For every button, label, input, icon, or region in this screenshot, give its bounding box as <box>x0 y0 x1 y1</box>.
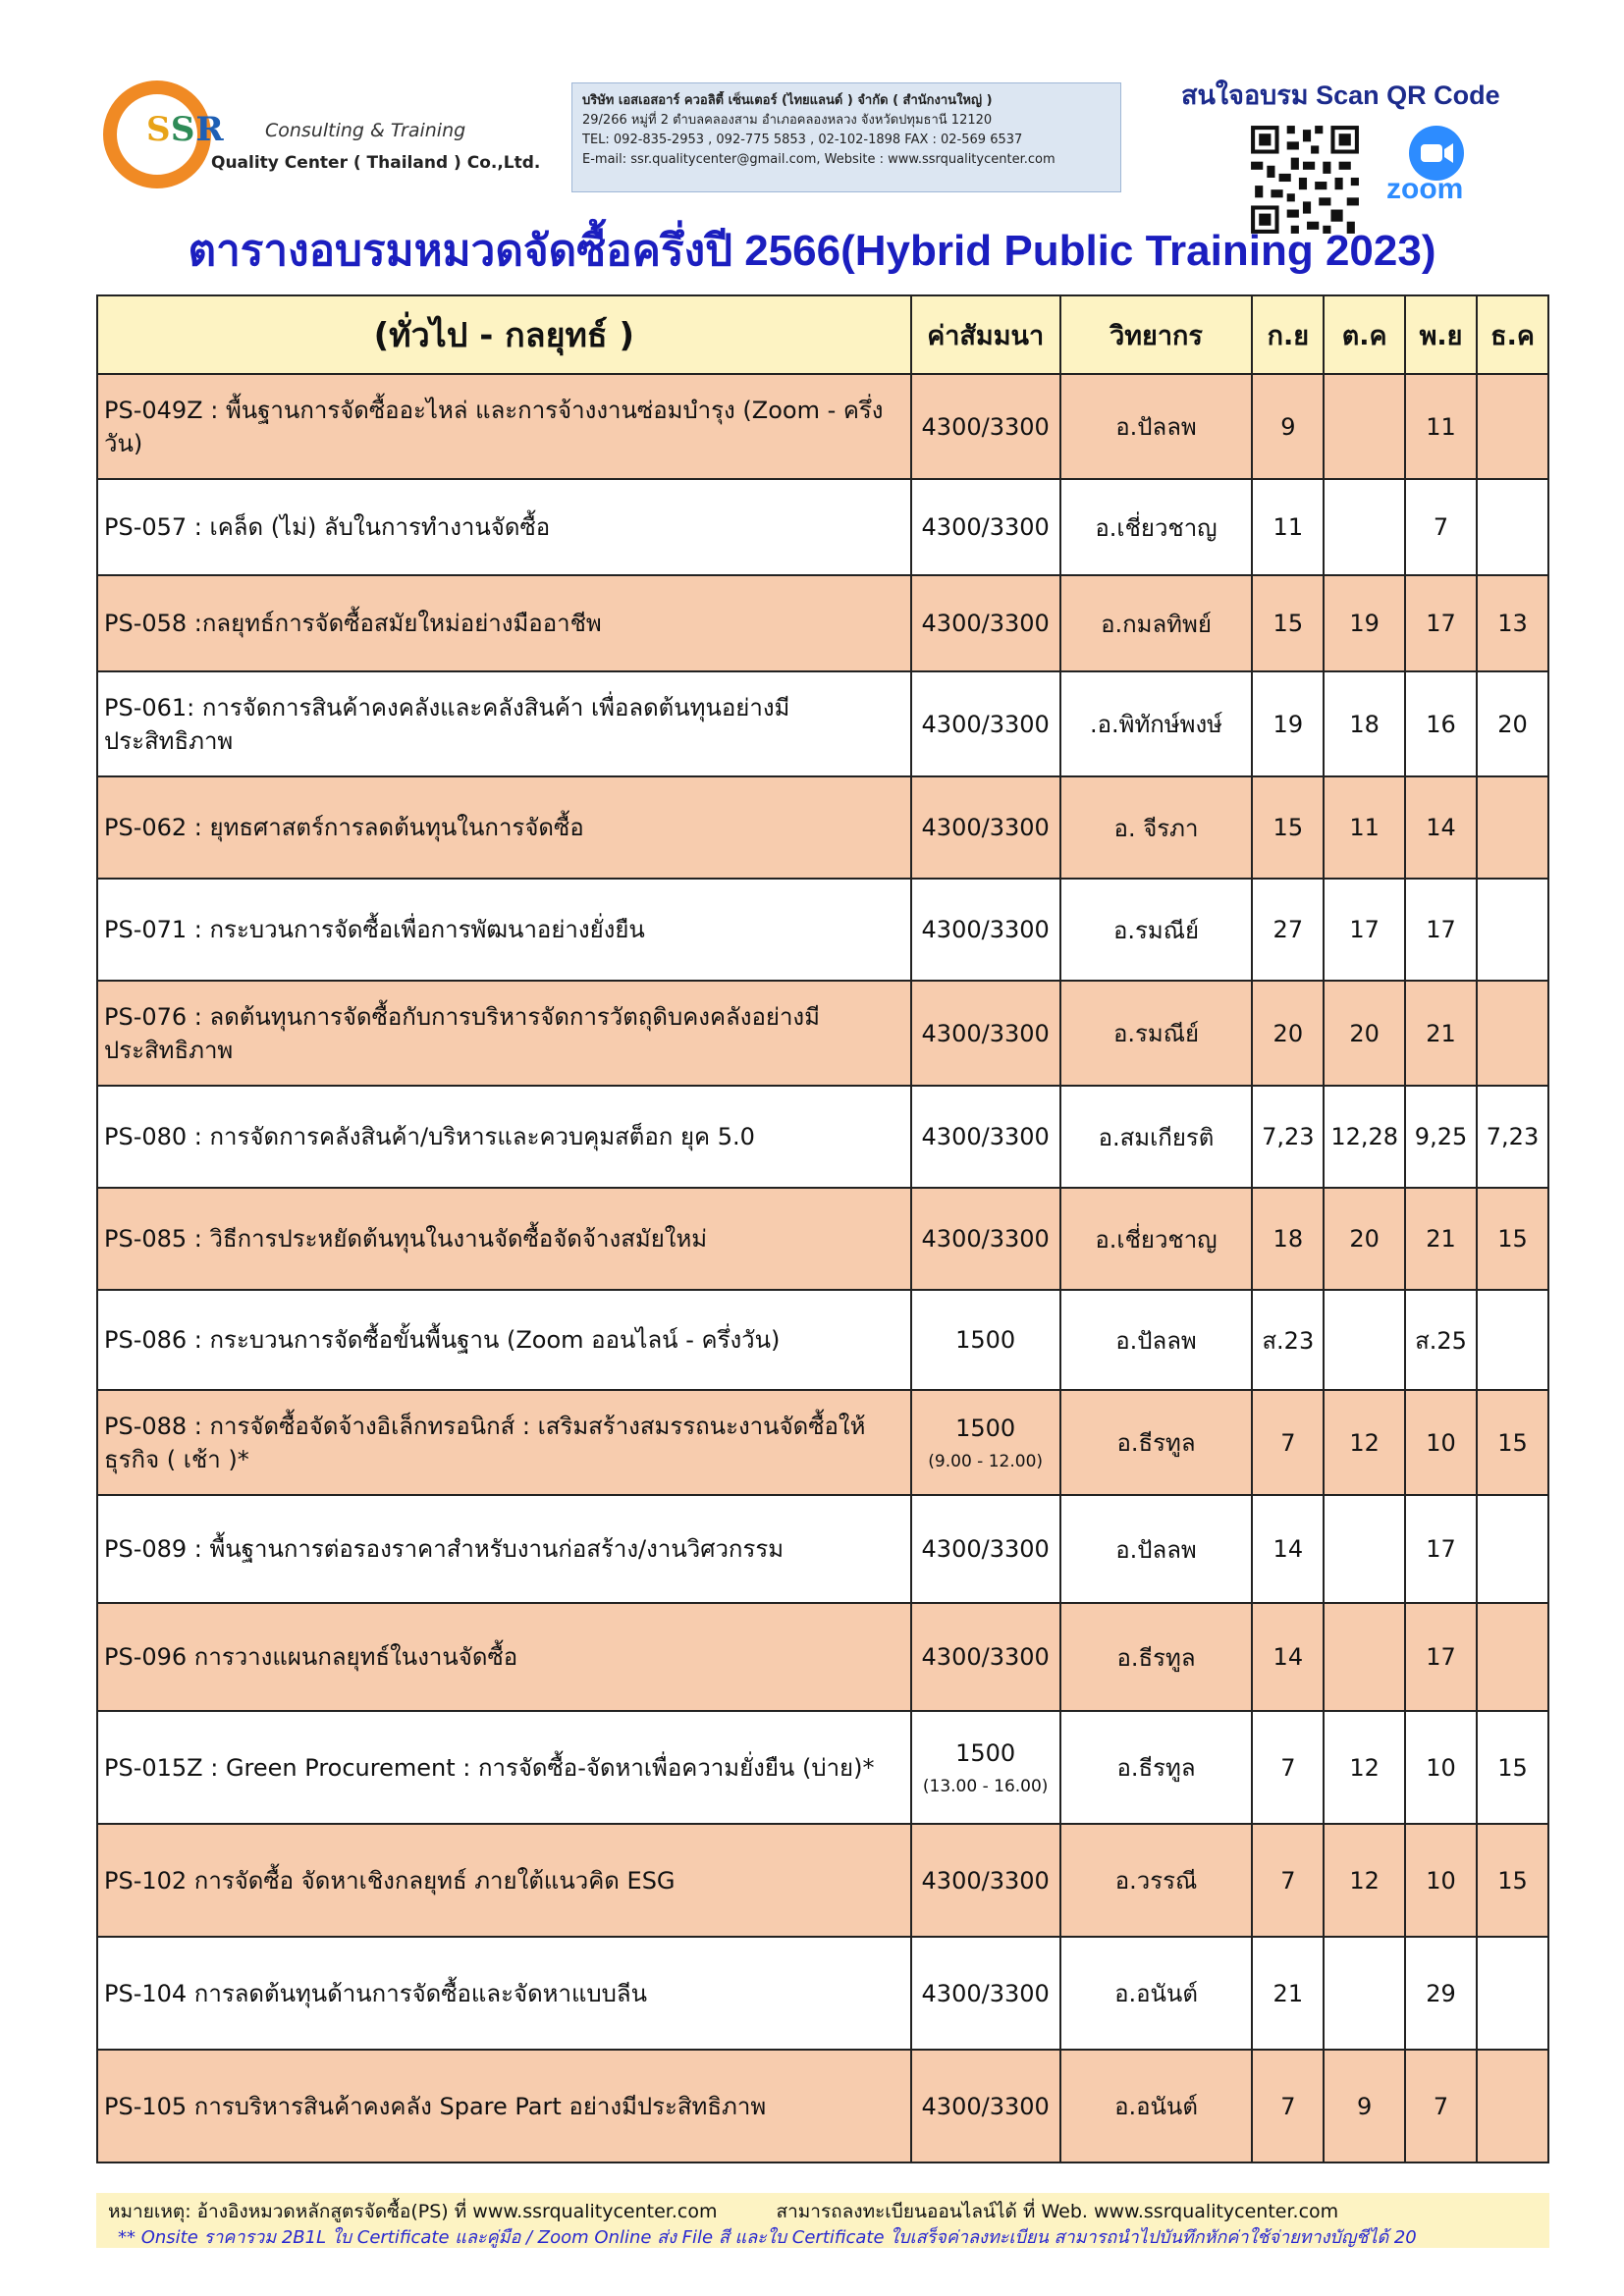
course-cell: PS-088 : การจัดซื้อจัดจ้างอิเล็กทรอนิกส์ : เสริมสร้างสมรรถนะงานจัดซื้อให้ธุรกิจ ( เช้า )* <box>97 1390 911 1495</box>
date-cell-dec: 15 <box>1477 1390 1548 1495</box>
table-row <box>97 479 1548 575</box>
date-cell-dec <box>1477 981 1548 1086</box>
date-cell-oct: 12 <box>1324 1824 1405 1937</box>
footer-note-right: สามารถลงทะเบียนออนไลน์ได้ ที่ Web. www.ssrqualitycenter.com <box>776 2201 1339 2222</box>
trainer-cell: อ.ปัลลพ <box>1060 374 1253 479</box>
fee-cell <box>911 2050 1060 2163</box>
fee-value: 4300/3300 <box>921 1643 1050 1671</box>
trainer-cell: อ.วรรณี <box>1060 1824 1253 1937</box>
page-title: ตารางอบรมหมวดจัดซื้อครึ่งปี 2566(Hybrid Public Training 2023) <box>188 227 1436 275</box>
trainer-cell: อ.เชี่ยวชาญ <box>1060 479 1253 575</box>
date-cell-sep: 7,23 <box>1252 1086 1324 1188</box>
course-cell: PS-058 :กลยุทธ์การจัดซื้อสมัยใหม่อย่างมืออาชีพ <box>97 575 911 671</box>
date-cell-nov: 7 <box>1405 479 1477 575</box>
logo-company-name: Quality Center ( Thailand ) Co.,Ltd. <box>211 153 541 173</box>
course-cell: PS-096 การวางแผนกลยุทธ์ในงานจัดซื้อ <box>97 1603 911 1711</box>
schedule-table <box>96 294 1549 2163</box>
date-cell-nov: 14 <box>1405 776 1477 879</box>
date-cell-dec <box>1477 879 1548 981</box>
fee-cell <box>911 1290 1060 1390</box>
date-cell-nov: 17 <box>1405 575 1477 671</box>
fee-cell <box>911 1824 1060 1937</box>
fee-value: 1500 <box>955 1326 1016 1354</box>
header-oct: ต.ค <box>1324 295 1405 374</box>
trainer-cell: อ.อนันต์ <box>1060 2050 1253 2163</box>
date-cell-dec <box>1477 1290 1548 1390</box>
date-cell-dec: 7,23 <box>1477 1086 1548 1188</box>
date-cell-nov: 29 <box>1405 1937 1477 2050</box>
date-cell-nov: 7 <box>1405 2050 1477 2163</box>
company-address: 29/266 หมู่ที่ 2 ตำบลคลองสาม อำเภอคลองหลวง จังหวัดปทุมธานี 12120 <box>582 113 993 128</box>
date-cell-oct: 18 <box>1324 671 1405 776</box>
fee-time-note: (13.00 - 16.00) <box>922 1776 1049 1796</box>
course-cell: PS-085 : วิธีการประหยัดต้นทุนในงานจัดซื้อจัดจ้างสมัยใหม่ <box>97 1188 911 1290</box>
table-header-row <box>97 295 1548 374</box>
date-cell-nov: 17 <box>1405 879 1477 981</box>
trainer-cell: อ. จีรภา <box>1060 776 1253 879</box>
date-cell-nov: 16 <box>1405 671 1477 776</box>
table-row <box>97 671 1548 776</box>
date-cell-nov: 10 <box>1405 1390 1477 1495</box>
trainer-cell: อ.ปัลลพ <box>1060 1290 1253 1390</box>
date-cell-oct <box>1324 1937 1405 2050</box>
fee-cell <box>911 1937 1060 2050</box>
course-cell: PS-061: การจัดการสินค้าคงคลังและคลังสินค้า เพื่อลดต้นทุนอย่างมีประสิทธิภาพ <box>97 671 911 776</box>
trainer-cell: อ.ปัลลพ <box>1060 1495 1253 1603</box>
date-cell-oct: 20 <box>1324 981 1405 1086</box>
fee-value: 1500 <box>955 1738 1016 1767</box>
date-cell-oct <box>1324 1495 1405 1603</box>
course-cell: PS-049Z : พื้นฐานการจัดซื้ออะไหล่ และการจ้างงานซ่อมบำรุง (Zoom - ครึ่งวัน) <box>97 374 911 479</box>
fee-cell <box>911 575 1060 671</box>
date-cell-sep: 7 <box>1252 1390 1324 1495</box>
date-cell-nov: 10 <box>1405 1824 1477 1937</box>
fee-value: 4300/3300 <box>921 1225 1050 1253</box>
course-cell: PS-057 : เคล็ด (ไม่) ลับในการทำงานจัดซื้อ <box>97 479 911 575</box>
course-cell: PS-105 การบริหารสินค้าคงคลัง Spare Part อย่างมีประสิทธิภาพ <box>97 2050 911 2163</box>
trainer-cell: อ.ธีรทูล <box>1060 1390 1253 1495</box>
date-cell-oct: 17 <box>1324 879 1405 981</box>
date-cell-oct: 20 <box>1324 1188 1405 1290</box>
footer-note-left: หมายเหตุ: อ้างอิงหมวดหลักสูตรจัดซื้อ(PS) ที่ www.ssrqualitycenter.com <box>108 2201 718 2222</box>
date-cell-nov: 21 <box>1405 981 1477 1086</box>
footer-line-2: ** Onsite ราคารวม 2B1L ใบ Certificate และคู่มือ / Zoom Online ส่ง File สี และใบ Certificate ใบเสร็จค่าลงทะเบียน สามารถนำไปบันทึกหักค่าใช้จ่ายทางบัญชีได้ 20 <box>118 2227 1417 2248</box>
company-name-th: บริษัท เอสเอสอาร์ ควอลิตี้ เซ็นเตอร์ (ไทยแลนด์ ) จำกัด ( สำนักงานใหญ่ ) <box>582 93 993 108</box>
table-row <box>97 1390 1548 1495</box>
table-row <box>97 1086 1548 1188</box>
footer-notes <box>96 2193 1549 2248</box>
header-fee: ค่าสัมมนา <box>911 295 1060 374</box>
table-row <box>97 1188 1548 1290</box>
date-cell-oct <box>1324 374 1405 479</box>
date-cell-sep: 21 <box>1252 1937 1324 2050</box>
table-row <box>97 2050 1548 2163</box>
trainer-cell: อ.เชี่ยวชาญ <box>1060 1188 1253 1290</box>
date-cell-nov: 11 <box>1405 374 1477 479</box>
course-cell: PS-089 : พื้นฐานการต่อรองราคาสำหรับงานก่อสร้าง/งานวิศวกรรม <box>97 1495 911 1603</box>
date-cell-oct: 12,28 <box>1324 1086 1405 1188</box>
fee-cell <box>911 1086 1060 1188</box>
date-cell-nov: ส.25 <box>1405 1290 1477 1390</box>
date-cell-oct <box>1324 1290 1405 1390</box>
date-cell-sep: 15 <box>1252 776 1324 879</box>
zoom-label: zoom <box>1386 173 1464 205</box>
date-cell-dec: 15 <box>1477 1824 1548 1937</box>
header-dec: ธ.ค <box>1477 295 1548 374</box>
company-info-box <box>571 82 1121 192</box>
header-nov: พ.ย <box>1405 295 1477 374</box>
date-cell-dec: 20 <box>1477 671 1548 776</box>
date-cell-oct: 11 <box>1324 776 1405 879</box>
company-contact: E-mail: ssr.qualitycenter@gmail.com, Website : www.ssrqualitycenter.com <box>582 152 1056 167</box>
date-cell-nov: 21 <box>1405 1188 1477 1290</box>
fee-value: 4300/3300 <box>921 814 1050 841</box>
date-cell-sep: 19 <box>1252 671 1324 776</box>
date-cell-sep: 11 <box>1252 479 1324 575</box>
fee-value: 4300/3300 <box>921 412 1050 441</box>
course-cell: PS-086 : กระบวนการจัดซื้อขั้นพื้นฐาน (Zoom ออนไลน์ - ครึ่งวัน) <box>97 1290 911 1390</box>
date-cell-nov: 17 <box>1405 1495 1477 1603</box>
fee-value: 1500 <box>955 1414 1016 1442</box>
table-row <box>97 1824 1548 1937</box>
table-row <box>97 575 1548 671</box>
company-phone: TEL: 092-835-2953 , 092-775 5853 , 02-102-1898 FAX : 02-569 6537 <box>582 133 1023 147</box>
trainer-cell: อ.สมเกียรติ <box>1060 1086 1253 1188</box>
fee-value: 4300/3300 <box>921 513 1050 541</box>
date-cell-sep: 27 <box>1252 879 1324 981</box>
fee-value: 4300/3300 <box>921 2092 1050 2120</box>
fee-cell <box>911 374 1060 479</box>
header-category: (ทั่วไป - กลยุทธ์ ) <box>97 295 911 374</box>
fee-value: 4300/3300 <box>921 1866 1050 1895</box>
trainer-cell: อ.ธีรทูล <box>1060 1603 1253 1711</box>
fee-cell <box>911 671 1060 776</box>
fee-value: 4300/3300 <box>921 916 1050 943</box>
date-cell-sep: 7 <box>1252 1711 1324 1824</box>
fee-value: 4300/3300 <box>921 1019 1050 1047</box>
date-cell-sep: ส.23 <box>1252 1290 1324 1390</box>
date-cell-oct: 12 <box>1324 1711 1405 1824</box>
date-cell-dec <box>1477 2050 1548 2163</box>
fee-time-note: (9.00 - 12.00) <box>928 1451 1044 1471</box>
course-cell: PS-015Z : Green Procurement : การจัดซื้อ-จัดหาเพื่อความยั่งยืน (บ่าย)* <box>97 1711 911 1824</box>
course-cell: PS-062 : ยุทธศาสตร์การลดต้นทุนในการจัดซื้อ <box>97 776 911 879</box>
date-cell-dec <box>1477 776 1548 879</box>
date-cell-oct: 12 <box>1324 1390 1405 1495</box>
table-row <box>97 776 1548 879</box>
date-cell-oct: 9 <box>1324 2050 1405 2163</box>
date-cell-sep: 20 <box>1252 981 1324 1086</box>
fee-cell <box>911 1603 1060 1711</box>
date-cell-dec: 15 <box>1477 1188 1548 1290</box>
table-row <box>97 1495 1548 1603</box>
fee-value: 4300/3300 <box>921 1123 1050 1150</box>
date-cell-sep: 15 <box>1252 575 1324 671</box>
date-cell-nov: 10 <box>1405 1711 1477 1824</box>
logo-tagline: Consulting & Training <box>265 120 466 141</box>
date-cell-dec: 13 <box>1477 575 1548 671</box>
table-row <box>97 1603 1548 1711</box>
company-logo <box>103 80 565 188</box>
fee-cell <box>911 1188 1060 1290</box>
qr-title: สนใจอบรม Scan QR Code <box>1181 80 1500 110</box>
date-cell-sep: 7 <box>1252 1824 1324 1937</box>
fee-value: 4300/3300 <box>921 1535 1050 1563</box>
trainer-cell: อ.กมลทิพย์ <box>1060 575 1253 671</box>
date-cell-dec: 15 <box>1477 1711 1548 1824</box>
course-cell: PS-080 : การจัดการคลังสินค้า/บริหารและควบคุมสต็อก ยุค 5.0 <box>97 1086 911 1188</box>
trainer-cell: อ.อนันต์ <box>1060 1937 1253 2050</box>
course-cell: PS-071 : กระบวนการจัดซื้อเพื่อการพัฒนาอย่างยั่งยืน <box>97 879 911 981</box>
table-row <box>97 1711 1548 1824</box>
table-row <box>97 981 1548 1086</box>
date-cell-dec <box>1477 1937 1548 2050</box>
date-cell-sep: 9 <box>1252 374 1324 479</box>
date-cell-sep: 7 <box>1252 2050 1324 2163</box>
fee-cell <box>911 776 1060 879</box>
course-cell: PS-102 การจัดซื้อ จัดหาเชิงกลยุทธ์ ภายใต้แนวคิด ESG <box>97 1824 911 1937</box>
header-trainer: วิทยากร <box>1060 295 1253 374</box>
fee-value: 4300/3300 <box>921 710 1050 738</box>
fee-cell <box>911 1495 1060 1603</box>
table-row <box>97 374 1548 479</box>
table-row <box>97 879 1548 981</box>
fee-value: 4300/3300 <box>921 1979 1050 2007</box>
date-cell-dec <box>1477 374 1548 479</box>
fee-cell <box>911 981 1060 1086</box>
logo-text: SSR <box>146 110 225 149</box>
date-cell-oct: 19 <box>1324 575 1405 671</box>
fee-cell <box>911 1711 1060 1824</box>
trainer-cell: อ.ธีรทูล <box>1060 1711 1253 1824</box>
fee-cell <box>911 1390 1060 1495</box>
fee-cell <box>911 479 1060 575</box>
fee-value: 4300/3300 <box>921 610 1050 637</box>
date-cell-oct <box>1324 479 1405 575</box>
date-cell-dec <box>1477 479 1548 575</box>
date-cell-sep: 14 <box>1252 1495 1324 1603</box>
date-cell-dec <box>1477 1603 1548 1711</box>
date-cell-sep: 14 <box>1252 1603 1324 1711</box>
trainer-cell: .อ.พิทักษ์พงษ์ <box>1060 671 1253 776</box>
table-row <box>97 1290 1548 1390</box>
course-cell: PS-076 : ลดต้นทุนการจัดซื้อกับการบริหารจัดการวัตถุดิบคงคลังอย่างมีประสิทธิภาพ <box>97 981 911 1086</box>
date-cell-nov: 17 <box>1405 1603 1477 1711</box>
table-row <box>97 1937 1548 2050</box>
trainer-cell: อ.รมณีย์ <box>1060 981 1253 1086</box>
course-cell: PS-104 การลดต้นทุนด้านการจัดซื้อและจัดหาแบบลีน <box>97 1937 911 2050</box>
trainer-cell: อ.รมณีย์ <box>1060 879 1253 981</box>
header-sep: ก.ย <box>1252 295 1324 374</box>
date-cell-dec <box>1477 1495 1548 1603</box>
date-cell-nov: 9,25 <box>1405 1086 1477 1188</box>
date-cell-oct <box>1324 1603 1405 1711</box>
date-cell-sep: 18 <box>1252 1188 1324 1290</box>
fee-cell <box>911 879 1060 981</box>
